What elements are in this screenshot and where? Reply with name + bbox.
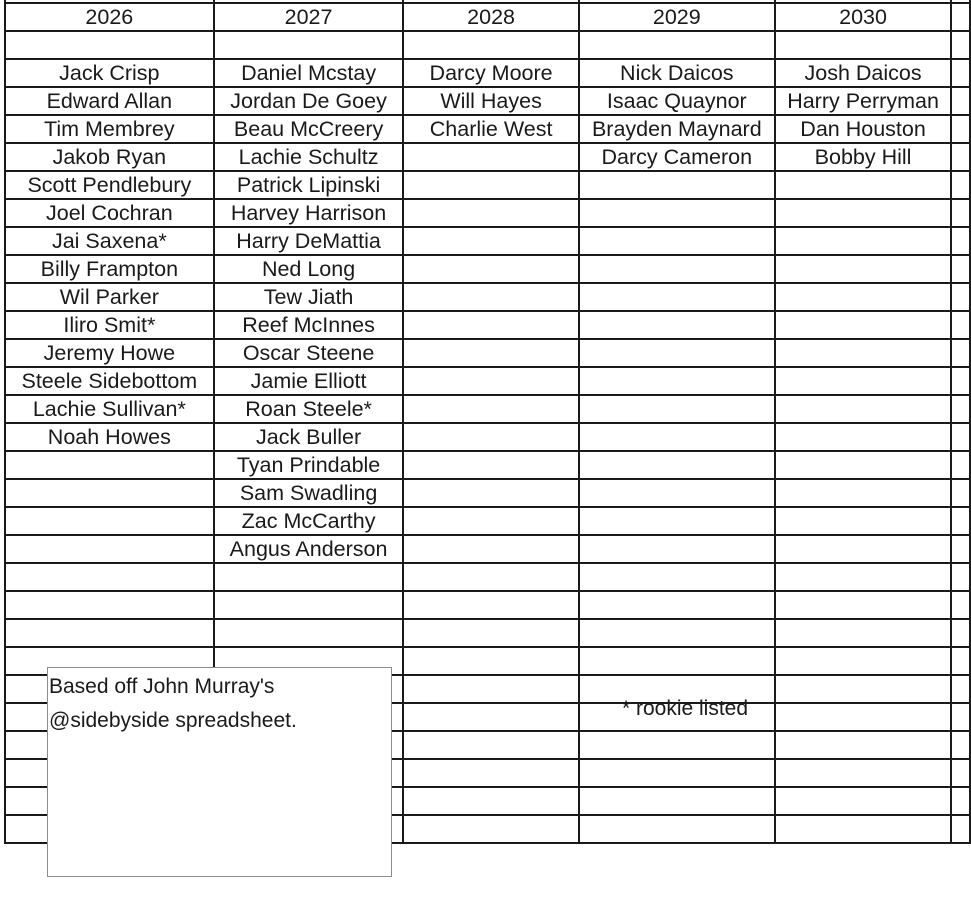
empty-cell[interactable] [775, 255, 951, 283]
empty-cell[interactable] [951, 395, 970, 423]
table-row [5, 87, 970, 115]
empty-cell[interactable] [775, 31, 951, 59]
empty-cell[interactable] [775, 759, 951, 787]
empty-cell[interactable] [403, 451, 578, 479]
player-cell[interactable]: Beau McCreery [214, 115, 404, 143]
empty-cell[interactable] [403, 171, 578, 199]
empty-cell[interactable] [579, 283, 775, 311]
empty-cell[interactable] [403, 31, 578, 59]
empty-cell[interactable] [403, 563, 578, 591]
empty-cell[interactable] [579, 507, 775, 535]
empty-cell[interactable] [579, 255, 775, 283]
empty-cell[interactable] [775, 367, 951, 395]
year-header-cell[interactable]: 2026 [5, 3, 214, 31]
player-cell[interactable]: Billy Frampton [5, 255, 214, 283]
empty-cell[interactable] [579, 535, 775, 563]
player-cell[interactable]: Darcy Cameron [579, 143, 775, 171]
player-cell[interactable]: Daniel Mcstay [214, 59, 404, 87]
empty-cell[interactable] [775, 591, 951, 619]
empty-cell[interactable] [775, 563, 951, 591]
empty-cell[interactable] [403, 311, 578, 339]
player-cell[interactable]: Dan Houston [775, 115, 951, 143]
empty-cell[interactable] [579, 731, 775, 759]
note-line-2: @sideby​side spreadsheet. [49, 709, 297, 732]
player-cell[interactable]: Jordan De Goey [214, 87, 404, 115]
player-cell[interactable]: Nick Daicos [579, 59, 775, 87]
player-cell[interactable]: Steele Sidebottom [5, 367, 214, 395]
empty-cell[interactable] [403, 479, 578, 507]
player-cell[interactable]: Ned Long [214, 255, 404, 283]
empty-cell[interactable] [403, 367, 578, 395]
empty-cell[interactable] [775, 227, 951, 255]
table-row [5, 115, 970, 143]
table-row [5, 535, 970, 563]
player-cell[interactable]: Jack Buller [214, 423, 404, 451]
empty-cell[interactable] [775, 619, 951, 647]
empty-cell[interactable] [951, 423, 970, 451]
empty-cell[interactable] [214, 619, 404, 647]
player-cell[interactable]: Jakob Ryan [5, 143, 214, 171]
table-row [5, 591, 970, 619]
header-row [5, 3, 970, 31]
table-row [5, 199, 970, 227]
empty-cell[interactable] [5, 507, 214, 535]
empty-cell[interactable] [951, 507, 970, 535]
player-cell[interactable]: Will Hayes [403, 87, 578, 115]
empty-cell[interactable] [951, 283, 970, 311]
empty-cell[interactable] [579, 647, 775, 675]
player-cell[interactable]: Tew Jiath [214, 283, 404, 311]
empty-cell[interactable] [403, 731, 578, 759]
empty-cell[interactable] [579, 31, 775, 59]
table-row [5, 283, 970, 311]
note-line-1: Based off John Murray's [49, 675, 275, 698]
empty-cell[interactable] [951, 535, 970, 563]
empty-cell[interactable] [5, 479, 214, 507]
empty-cell[interactable] [579, 563, 775, 591]
empty-cell[interactable] [775, 815, 951, 843]
player-cell[interactable]: Jack Crisp [5, 59, 214, 87]
player-cell[interactable]: Isaac Quaynor [579, 87, 775, 115]
empty-cell[interactable] [579, 395, 775, 423]
year-header-cell[interactable]: 2030 [775, 3, 951, 31]
empty-cell[interactable] [403, 507, 578, 535]
empty-cell[interactable] [403, 535, 578, 563]
empty-cell[interactable] [579, 227, 775, 255]
empty-cell[interactable] [951, 311, 970, 339]
player-cell[interactable]: Lachie Sullivan* [5, 395, 214, 423]
empty-cell[interactable] [403, 591, 578, 619]
empty-cell[interactable] [403, 199, 578, 227]
player-cell[interactable]: Sam Swadling [214, 479, 404, 507]
empty-cell[interactable] [5, 535, 214, 563]
empty-cell[interactable] [403, 227, 578, 255]
year-header-cell[interactable]: 2029 [579, 3, 775, 31]
empty-cell[interactable] [951, 451, 970, 479]
player-cell[interactable]: Oscar Steene [214, 339, 404, 367]
player-cell[interactable]: Bobby Hill [775, 143, 951, 171]
player-cell[interactable]: Wil Parker [5, 283, 214, 311]
player-cell[interactable]: Lachie Schultz [214, 143, 404, 171]
empty-cell[interactable] [403, 619, 578, 647]
player-cell[interactable]: Jamie Elliott [214, 367, 404, 395]
player-cell[interactable]: Patrick Lipinski [214, 171, 404, 199]
empty-cell[interactable] [951, 31, 970, 59]
empty-cell[interactable] [951, 199, 970, 227]
empty-cell[interactable] [951, 787, 970, 815]
empty-cell[interactable] [951, 591, 970, 619]
table-row [5, 395, 970, 423]
player-cell[interactable]: Charlie West [403, 115, 578, 143]
player-cell[interactable]: Josh Daicos [775, 59, 951, 87]
empty-cell[interactable] [403, 675, 578, 703]
player-cell[interactable]: Angus Anderson [214, 535, 404, 563]
table-row [5, 563, 970, 591]
empty-cell[interactable] [951, 3, 970, 31]
empty-cell[interactable] [775, 311, 951, 339]
table-row [5, 451, 970, 479]
empty-cell[interactable] [579, 311, 775, 339]
empty-cell[interactable] [951, 647, 970, 675]
empty-cell[interactable] [951, 143, 970, 171]
empty-cell[interactable] [775, 339, 951, 367]
table-row [5, 227, 970, 255]
empty-cell[interactable] [951, 87, 970, 115]
empty-cell[interactable] [403, 703, 578, 731]
player-cell[interactable]: Tim Membrey [5, 115, 214, 143]
empty-cell[interactable] [775, 535, 951, 563]
player-cell[interactable]: Roan Steele* [214, 395, 404, 423]
empty-cell[interactable] [951, 479, 970, 507]
empty-cell[interactable] [579, 787, 775, 815]
empty-cell[interactable] [775, 507, 951, 535]
empty-cell[interactable] [579, 479, 775, 507]
rookie-footnote: * rookie listed [621, 697, 749, 720]
table-row [5, 423, 970, 451]
empty-cell[interactable] [775, 283, 951, 311]
player-cell[interactable]: Brayden Maynard [579, 115, 775, 143]
table-row [5, 59, 970, 87]
empty-cell[interactable] [579, 759, 775, 787]
empty-cell[interactable] [951, 115, 970, 143]
empty-cell[interactable] [579, 199, 775, 227]
empty-cell[interactable] [403, 787, 578, 815]
empty-cell[interactable] [579, 367, 775, 395]
table-row [5, 311, 970, 339]
empty-cell[interactable] [951, 703, 970, 731]
empty-cell[interactable] [5, 31, 214, 59]
empty-cell[interactable] [403, 283, 578, 311]
empty-cell[interactable] [5, 451, 214, 479]
table-row [5, 255, 970, 283]
empty-cell[interactable] [775, 703, 951, 731]
empty-cell[interactable] [951, 675, 970, 703]
player-cell[interactable]: Harry Perryman [775, 87, 951, 115]
player-cell[interactable]: Noah Howes [5, 423, 214, 451]
table-row [5, 31, 970, 59]
empty-cell[interactable] [951, 255, 970, 283]
empty-cell[interactable] [775, 787, 951, 815]
empty-cell[interactable] [775, 675, 951, 703]
empty-cell[interactable] [214, 563, 404, 591]
player-cell[interactable]: Darcy Moore [403, 59, 578, 87]
empty-cell[interactable] [403, 255, 578, 283]
empty-cell[interactable] [403, 339, 578, 367]
table-row [5, 507, 970, 535]
empty-cell[interactable] [951, 339, 970, 367]
table-row [5, 339, 970, 367]
player-cell[interactable]: Jeremy Howe [5, 339, 214, 367]
player-cell[interactable]: Harvey Harrison [214, 199, 404, 227]
empty-cell[interactable] [775, 451, 951, 479]
empty-cell[interactable] [775, 395, 951, 423]
empty-cell[interactable] [951, 367, 970, 395]
empty-cell[interactable] [775, 731, 951, 759]
table-row [5, 171, 970, 199]
player-cell[interactable]: Tyan Prindable [214, 451, 404, 479]
empty-cell[interactable] [403, 759, 578, 787]
table-row [5, 619, 970, 647]
empty-cell[interactable] [951, 759, 970, 787]
empty-cell[interactable] [579, 339, 775, 367]
empty-cell[interactable] [775, 423, 951, 451]
empty-cell[interactable] [775, 199, 951, 227]
player-cell[interactable]: Jai Saxena* [5, 227, 214, 255]
player-cell[interactable]: Scott Pendlebury [5, 171, 214, 199]
empty-cell[interactable] [403, 395, 578, 423]
empty-cell[interactable] [775, 479, 951, 507]
empty-cell[interactable] [951, 171, 970, 199]
year-header-cell[interactable]: 2028 [403, 3, 578, 31]
empty-cell[interactable] [951, 731, 970, 759]
empty-cell[interactable] [951, 619, 970, 647]
comment-note[interactable] [47, 667, 392, 877]
empty-cell[interactable] [403, 647, 578, 675]
player-cell[interactable]: Iliro Smit* [5, 311, 214, 339]
empty-cell[interactable] [403, 423, 578, 451]
player-cell[interactable]: Zac McCarthy [214, 507, 404, 535]
empty-cell[interactable] [951, 815, 970, 843]
empty-cell[interactable] [579, 423, 775, 451]
empty-cell[interactable] [214, 31, 404, 59]
empty-cell[interactable] [579, 591, 775, 619]
empty-cell[interactable] [403, 143, 578, 171]
empty-cell[interactable] [579, 171, 775, 199]
empty-cell[interactable] [214, 591, 404, 619]
empty-cell[interactable] [403, 815, 578, 843]
year-header-cell[interactable]: 2027 [214, 3, 404, 31]
table-row [5, 143, 970, 171]
empty-cell[interactable] [951, 563, 970, 591]
empty-cell[interactable] [5, 563, 214, 591]
player-cell[interactable]: Edward Allan [5, 87, 214, 115]
empty-cell[interactable] [579, 451, 775, 479]
empty-cell[interactable] [5, 619, 214, 647]
empty-cell[interactable] [579, 815, 775, 843]
empty-cell[interactable] [775, 171, 951, 199]
player-cell[interactable]: Joel Cochran [5, 199, 214, 227]
player-cell[interactable]: Reef McInnes [214, 311, 404, 339]
empty-cell[interactable] [579, 619, 775, 647]
empty-cell[interactable] [951, 227, 970, 255]
empty-cell[interactable] [5, 591, 214, 619]
player-cell[interactable]: Harry DeMattia [214, 227, 404, 255]
table-row [5, 479, 970, 507]
empty-cell[interactable] [775, 647, 951, 675]
empty-cell[interactable] [951, 59, 970, 87]
table-row [5, 367, 970, 395]
